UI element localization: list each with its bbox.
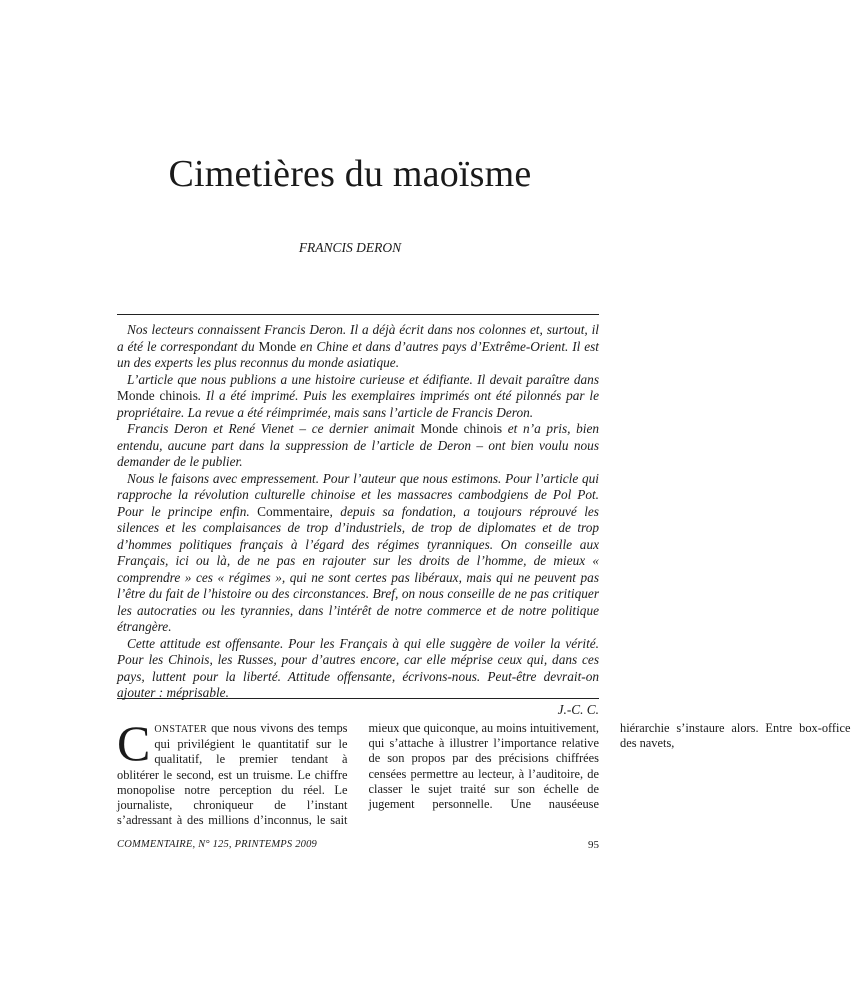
body-paragraph: CONSTATER que nous vivons des temps qui privilégient le quantitatif sur le qualitatif, le premier tendant à oblitérer le second, est un truisme. Le chiffre monopolise notre perception du réel. Le journaliste, chroniqueur de l’instant s’adressant à des millions d’inconnus, le sait mieux que quiconque, au moins intuitivement, qui s’attache à illustrer l’importance relative de son propos par des précisions chiffrées censées permettre au lecteur, à l’auditoire, de classer le sujet traité sur son échelle de jugement personnelle. Une nauséeuse hiérarchie s’instaure alors. Entre box-office des navets, [117,715,851,828]
intro-signature: J.-C. C. [557,701,599,717]
article-body [117,715,851,831]
drop-cap: C [117,715,151,771]
top-divider [117,314,599,315]
page-footer [117,839,599,850]
intro-paragraph: L’article que nous publions a une histoire curieuse et édifiante. Il devait paraître dans Monde chinois. Il a été imprimé. Puis les exemplaires imprimés ont été pilonnés par le propriétaire. La revue a été réimprimée, mais sans l’article de Francis Deron. [117,371,599,420]
intro-paragraph: Cette attitude est offensante. Pour les Français à qui elle suggère de voiler la vérité. Pour les Chinois, les Russes, pour d’autres encore, car elle méprise ceux qui, dans ces pays, luttent pour la liberté. Attitude offensante, écrivons-nous. Peut-être devrait-on ajouter : méprisable. [117,635,599,700]
intro-paragraph: Francis Deron et René Vienet – ce dernier animait Monde chinois et n’a pris, bien entendu, aucune part dans la suppression de l’article de Deron – ont bien voulu nous demander de le publier. [117,421,600,469]
journal-reference: COMMENTAIRE, N° 125, PRINTEMPS 2009 [117,839,317,850]
bottom-divider [117,698,599,699]
page-number: 95 [588,839,599,851]
intro-paragraph: Nos lecteurs connaissent Francis Deron. Il a déjà écrit dans nos colonnes et, surtout, il a été le correspondant du Monde en Chine et dans d’autres pays d’Extrême-Orient. Il est un des experts les plus reconnus du monde asiatique. [117,322,599,370]
article-author: FRANCIS DERON [298,240,402,255]
editorial-intro [117,322,599,718]
intro-paragraph: Nous le faisons avec empressement. Pour l’auteur que nous estimons. Pour l’article qui rapproche la révolution culturelle chinoise et les massacres cambodgiens de Pol Pot. Pour le principe enfin. Commentaire, depuis sa fondation, a toujours réprouvé les silences et les complaisances de trop d’industriels, de trop de diplomates et de trop d’hommes politiques français à l’égard des régimes tyranniques. On conseille aux Français, ici ou là, de ne pas en rajouter sur les droits de l’homme, de mieux « comprendre » ces « régimes », qui ne sont certes pas libéraux, mais qui ne peuvent pas l’être du fait de l’histoire ou des circonstances. Bref, on nous conseille de ne pas critiquer les autocraties ou les tyrannies, dans l’intérêt de notre commerce et de notre politique étrangère. [117,470,599,634]
article-title: Cimetières du maoïsme [168,153,532,195]
